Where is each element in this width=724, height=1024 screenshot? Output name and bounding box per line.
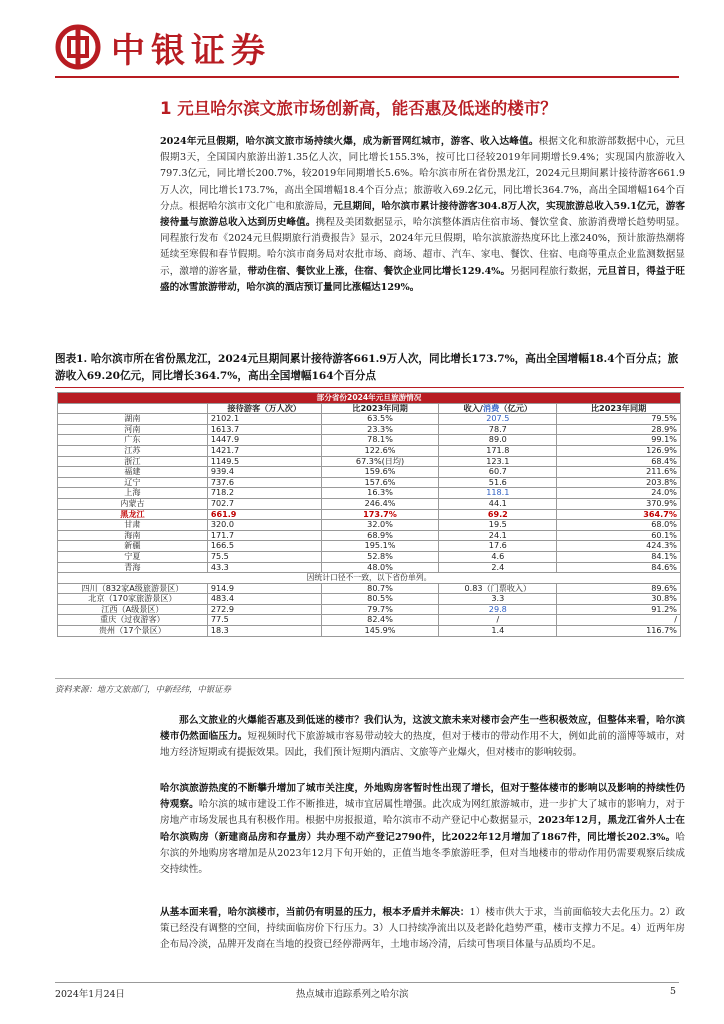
table-row (58, 594, 681, 605)
income-cell: / (439, 615, 557, 626)
header-income-a: 收入/ (463, 402, 483, 413)
table-row (58, 445, 681, 456)
income-change-cell: 364.7% (557, 509, 681, 520)
province-cell: 新疆 (58, 541, 208, 552)
income-change-cell: 60.1% (557, 530, 681, 541)
province-cell: 江苏 (58, 445, 208, 456)
visitors-change-cell: 63.5% (321, 414, 439, 425)
visitors-cell: 1447.9 (207, 435, 321, 446)
header-income-b: 消费 (482, 402, 500, 413)
header-divider (55, 76, 679, 78)
table-row (58, 498, 681, 509)
province-cell: 甘肃 (58, 520, 208, 531)
income-change-cell: 24.0% (557, 488, 681, 499)
visitors-cell: 1149.5 (207, 456, 321, 467)
province-cell: 北京（170家旅游景区） (58, 594, 208, 605)
visitors-change-cell: 195.1% (321, 541, 439, 552)
income-cell: 51.6 (439, 477, 557, 488)
income-cell: 118.1 (439, 488, 557, 499)
visitors-cell: 1613.7 (207, 424, 321, 435)
income-cell: 123.1 (439, 456, 557, 467)
income-change-cell: 91.2% (557, 604, 681, 615)
visitors-change-cell: 52.8% (321, 551, 439, 562)
visitors-cell: 2102.1 (207, 414, 321, 425)
footer-date: 2024年1月24日 (55, 989, 125, 1000)
visitors-cell: 939.4 (207, 467, 321, 478)
paragraph-fundamentals (160, 905, 685, 954)
province-cell: 湖南 (58, 414, 208, 425)
figure-divider (55, 387, 684, 388)
visitors-cell: 661.9 (207, 509, 321, 520)
visitors-cell: 18.3 (207, 626, 321, 637)
income-change-cell: 126.9% (557, 445, 681, 456)
table-row (58, 604, 681, 615)
table-row (58, 583, 681, 594)
p3-bold-1: 哈尔滨旅游热度的不断攀升增加了城市关注度，外地购房客暂时性出现了增长，但对于整体楼市的影响以及影响的持续性仍待观察。 (160, 783, 685, 811)
table-caption: 部分省份2024年元旦旅游情况 (58, 393, 681, 404)
income-change-cell: 211.6% (557, 467, 681, 478)
visitors-cell: 166.5 (207, 541, 321, 552)
paragraph-impact (160, 713, 685, 762)
header-income-change: 比2023年同期 (557, 403, 681, 414)
visitors-cell: 75.5 (207, 551, 321, 562)
table-row (58, 551, 681, 562)
p4-bold: 从基本面来看，哈尔滨楼市，当前仍有明显的压力，根本矛盾并未解决： (160, 907, 470, 918)
source-divider (55, 678, 684, 679)
province-cell: 黑龙江 (58, 509, 208, 520)
brand-name: 中银证券 (111, 30, 271, 71)
visitors-cell: 702.7 (207, 498, 321, 509)
province-cell: 贵州（17个景区） (58, 626, 208, 637)
tourism-table (57, 392, 681, 637)
province-cell: 浙江 (58, 456, 208, 467)
income-change-cell: 84.1% (557, 551, 681, 562)
bank-of-china-logo-icon (55, 24, 101, 70)
income-cell: 17.6 (439, 541, 557, 552)
footer-series: 热点城市追踪系列之哈尔滨 (296, 989, 409, 1000)
visitors-cell: 320.0 (207, 520, 321, 531)
p3-text-1: 哈尔滨的城市建设工作不断推进，城市宜居属性增强。此次成为网红旅游城市，进一步扩大了城市的影响力，对于房地产市场发展也具有积极作用。根据中房报报道，哈尔滨市不动产登记中心数据显示， (160, 799, 686, 827)
visitors-cell: 718.2 (207, 488, 321, 499)
p2-text: 短视频时代下旅游城市容易带动较大的热度，但对于楼市的带动作用不大，例如此前的淄博等城市，对地方经济短期或有提振效果。因此，我们预计短期内酒店、文旅等产业爆火，但对楼市的影响较弱。 (160, 731, 686, 759)
visitors-change-cell: 16.3% (321, 488, 439, 499)
province-cell: 福建 (58, 467, 208, 478)
table-note: 因统计口径不一致，以下省份单列。 (58, 573, 681, 584)
source-note: 资料来源：地方文旅部门，中新经纬，中银证券 (55, 684, 231, 694)
table-row (58, 467, 681, 478)
p4-text: 1）楼市供大于求，当前面临较大去化压力。2）政策已经没有调整的空间，持续面临房价下行压力。3）人口持续净流出以及老龄化趋势严重，楼市支撑力不足。4）近两年房企布局冷淡，品牌开发商在当地的投资已经停滞两年，土地市场冷清，后续可售项目体量与品质均不足。 (160, 907, 685, 951)
p3-bold-2: 2023年12月，黑龙江省外人士在哈尔滨购房（新建商品房和存量房）共办理不动产登记2790件，比2022年12月增加了1867件，同比增长202.3%。 (160, 815, 685, 843)
visitors-change-cell: 82.4% (321, 615, 439, 626)
province-cell: 宁夏 (58, 551, 208, 562)
province-cell: 海南 (58, 530, 208, 541)
income-cell: 24.1 (439, 530, 557, 541)
page-header (55, 22, 271, 72)
footer-divider (55, 982, 679, 983)
income-cell: 1.4 (439, 626, 557, 637)
p3-text-2: 哈尔滨的外地购房客增加是从2023年12月下旬开始的，正值当地冬季旅游旺季，但对当地楼市的带动作用仍需要观察后续成交持续性。 (160, 831, 685, 876)
header-province (58, 403, 208, 414)
p1-bold-1: 2024年元旦假期，哈尔滨文旅市场持续火爆，成为新晋网红城市，游客、收入达峰值。 (160, 136, 539, 147)
p1-text-3: 另据同程旅行数据， (510, 265, 598, 277)
province-cell: 四川（832家A级旅游景区） (58, 583, 208, 594)
income-cell: 19.5 (439, 520, 557, 531)
visitors-change-cell: 78.1% (321, 435, 439, 446)
visitors-change-cell: 68.9% (321, 530, 439, 541)
p1-text-1: 根据文化和旅游部数据中心，元旦假期3天，全国国内旅游出游1.35亿人次，同比增长155.3%，按可比口径较2019年同期增长9.4%；实现国内旅游收入797.3亿元，同比增长200.7%，较2019年同期增长5.6%。哈尔滨市所在省份黑龙江，2024元旦期间累计接待游客661.9万人次，同比增长173.7%，高出全国增幅18.4个百分点；旅游收入69.2亿元，同比增长364.7%，高出全国增幅164个百分点。根据哈尔滨市文化广电和旅游局， (160, 136, 686, 212)
income-cell: 60.7 (439, 467, 557, 478)
table-row (58, 488, 681, 499)
p1-bold-4: 元旦首日，得益于旺盛的冰雪旅游带动，哈尔滨的酒店预订量同比涨幅达129%。 (160, 265, 685, 293)
table-row (58, 562, 681, 573)
table-row (58, 435, 681, 446)
visitors-change-cell: 157.6% (321, 477, 439, 488)
table-row (58, 541, 681, 552)
income-change-cell: 203.8% (557, 477, 681, 488)
visitors-change-cell: 79.7% (321, 604, 439, 615)
income-cell: 207.5 (439, 414, 557, 425)
income-cell: 78.7 (439, 424, 557, 435)
income-change-cell: 89.6% (557, 583, 681, 594)
visitors-cell: 914.9 (207, 583, 321, 594)
income-cell: 89.0 (439, 435, 557, 446)
province-cell: 青海 (58, 562, 208, 573)
visitors-change-cell: 122.6% (321, 445, 439, 456)
visitors-cell: 77.5 (207, 615, 321, 626)
visitors-cell: 1421.7 (207, 445, 321, 456)
visitors-change-cell: 23.3% (321, 424, 439, 435)
table-row (58, 626, 681, 637)
province-cell: 重庆（过夜游客） (58, 615, 208, 626)
visitors-cell: 171.7 (207, 530, 321, 541)
province-cell: 河南 (58, 424, 208, 435)
p1-text-2: 携程及美团数据显示，哈尔滨整体酒店住宿市场、餐饮堂食、旅游消费增长趋势明显。同程旅行发布《2024元旦假期旅行消费报告》显示，2024年元旦假期，哈尔滨旅游热度环比上涨240%，预计旅游热潮将延续至寒假和春节假期。哈尔滨市商务局对农批市场、商场、超市、汽车、家电、餐饮、住宿、电商等重点企业监测数据显示，激增的游客量， (160, 217, 685, 277)
income-cell: 0.83（门票收入） (439, 583, 557, 594)
province-cell: 辽宁 (58, 477, 208, 488)
p2-bold: 那么文旅业的火爆能否惠及到低迷的楼市？我们认为，这波文旅未来对楼市会产生一些积极效应，但整体来看，哈尔滨楼市仍然面临压力。 (160, 715, 685, 743)
visitors-cell: 483.4 (207, 594, 321, 605)
visitors-change-cell: 32.0% (321, 520, 439, 531)
income-change-cell: 28.9% (557, 424, 681, 435)
table-row (58, 615, 681, 626)
income-cell: 4.6 (439, 551, 557, 562)
income-change-cell: 99.1% (557, 435, 681, 446)
p1-bold-2: 元旦期间，哈尔滨市累计接待游客304.8万人次，实现旅游总收入59.1亿元，游客接待量与旅游总收入达到历史峰值。 (160, 200, 685, 229)
section-title: 1 元旦哈尔滨文旅市场创新高，能否惠及低迷的楼市？ (160, 99, 557, 118)
table-row (58, 520, 681, 531)
income-change-cell: 424.3% (557, 541, 681, 552)
visitors-change-cell: 80.7% (321, 583, 439, 594)
province-cell: 广东 (58, 435, 208, 446)
p1-bold-3: 带动住宿、餐饮业上涨，住宿、餐饮企业同比增长129.4%。 (247, 265, 511, 277)
province-cell: 内蒙古 (58, 498, 208, 509)
header-visitors: 接待游客（万人次） (207, 403, 321, 414)
income-change-cell: 79.5% (557, 414, 681, 425)
visitors-change-cell: 246.4% (321, 498, 439, 509)
footer-page: 5 (670, 986, 676, 997)
paragraph-harbin-tourism (160, 134, 685, 296)
income-cell: 44.1 (439, 498, 557, 509)
income-cell: 2.4 (439, 562, 557, 573)
province-cell: 上海 (58, 488, 208, 499)
table-row (58, 456, 681, 467)
income-change-cell: 68.4% (557, 456, 681, 467)
table-row (58, 424, 681, 435)
visitors-cell: 272.9 (207, 604, 321, 615)
visitors-change-cell: 173.7% (321, 509, 439, 520)
header-visitors-change: 比2023年同期 (321, 403, 439, 414)
table-row (58, 509, 681, 520)
visitors-change-cell: 67.3%(日均) (321, 456, 439, 467)
province-cell: 江西（A级景区） (58, 604, 208, 615)
header-income (439, 403, 557, 414)
visitors-change-cell: 159.6% (321, 467, 439, 478)
header-income-c: （亿元） (499, 402, 533, 413)
income-cell: 69.2 (439, 509, 557, 520)
table-row (58, 477, 681, 488)
figure-title: 图表1. 哈尔滨市所在省份黑龙江，2024元旦期间累计接待游客661.9万人次，同比增长173.7%，高出全国增幅18.4个百分点；旅游收入69.20亿元，同比增长364.7%，高出全国增幅164个百分点 (55, 353, 679, 382)
visitors-cell: 43.3 (207, 562, 321, 573)
income-cell: 171.8 (439, 445, 557, 456)
visitors-cell: 737.6 (207, 477, 321, 488)
income-change-cell: 30.8% (557, 594, 681, 605)
income-change-cell: 68.0% (557, 520, 681, 531)
income-change-cell: 116.7% (557, 626, 681, 637)
visitors-change-cell: 145.9% (321, 626, 439, 637)
visitors-change-cell: 48.0% (321, 562, 439, 573)
income-cell: 3.3 (439, 594, 557, 605)
table-row (58, 530, 681, 541)
income-change-cell: 370.9% (557, 498, 681, 509)
visitors-change-cell: 80.5% (321, 594, 439, 605)
income-change-cell: 84.6% (557, 562, 681, 573)
income-change-cell: / (557, 615, 681, 626)
income-cell: 29.8 (439, 604, 557, 615)
paragraph-outside-buyers (160, 781, 685, 878)
table-row (58, 414, 681, 425)
